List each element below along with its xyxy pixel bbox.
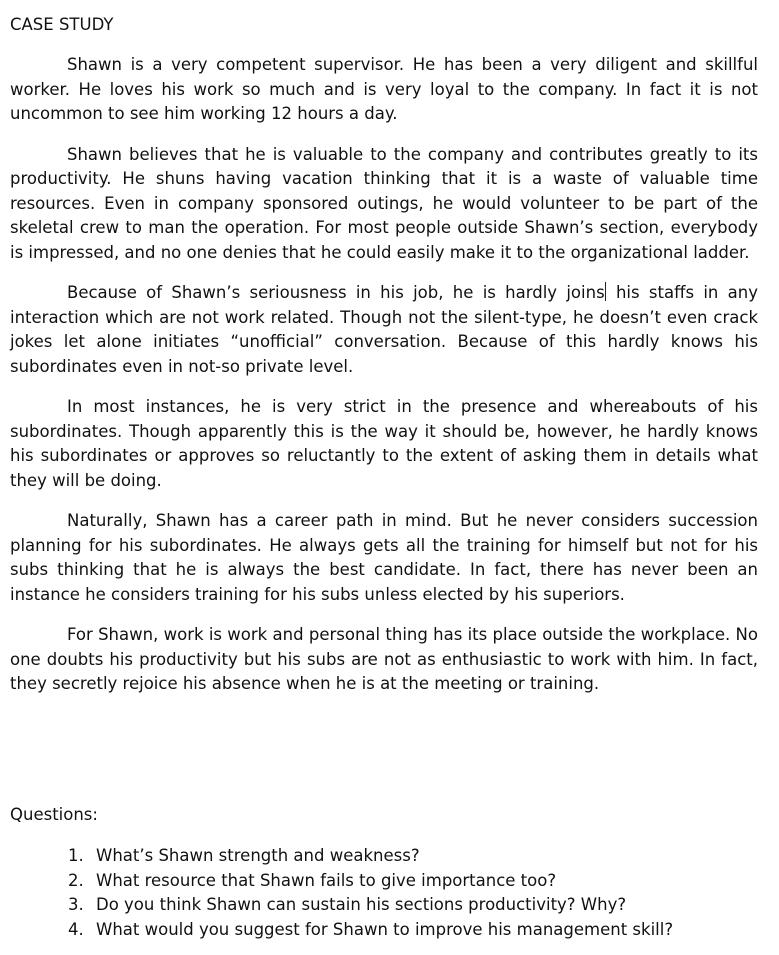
paragraph-3-after-cursor: his staffs in any interaction which are not work related. Though not the silent-type, he doesn’t even crack jokes let alone initiates “unofficial” conversation. Because of this hardly knows his subordinates even in not-so private level. <box>10 283 758 376</box>
question-item <box>68 893 673 918</box>
paragraph-3 <box>10 281 758 379</box>
question-number: 3. <box>68 895 84 915</box>
paragraph-6: For Shawn, work is work and personal thing has its place outside the workplace. No one doubts his productivity but his subs are not as enthusiastic to work with him. In fact, they secretly rejoice his absence when he is at the meeting or training. <box>10 625 758 693</box>
questions-heading: Questions: <box>10 805 98 824</box>
document-body[interactable] <box>10 13 758 697</box>
document-title: CASE STUDY <box>10 15 114 34</box>
question-number: 2. <box>68 870 84 890</box>
paragraph-5: Naturally, Shawn has a career path in mind. But he never considers succession planning for his subordinates. He always gets all the training for himself but not for his subs thinking that he is always the best candidate. In fact, there has never been an instance he considers training for his subs unless elected by his superiors. <box>10 511 758 604</box>
question-item <box>68 869 673 894</box>
paragraph-4: In most instances, he is very strict in the presence and whereabouts of his subordinates. Though apparently this is the way it should be, however, he hardly knows his subordinates or approves so reluctantly to the extent of asking them in details what they will be doing. <box>10 397 758 490</box>
paragraph-3-before-cursor: Because of Shawn’s seriousness in his job, he is hardly joins <box>67 283 605 302</box>
question-text: Do you think Shawn can sustain his sections productivity? Why? <box>96 895 627 915</box>
paragraph-1: Shawn is a very competent supervisor. He has been a very diligent and skillful worker. He loves his work so much and is very loyal to the company. In fact it is not uncommon to see him working 12 hours a day. <box>10 55 758 123</box>
question-text: What’s Shawn strength and weakness? <box>96 846 420 865</box>
question-item <box>68 918 673 943</box>
questions-list <box>68 844 673 942</box>
question-text: What resource that Shawn fails to give importance too? <box>96 870 557 890</box>
text-cursor <box>605 282 606 301</box>
question-item <box>68 844 673 869</box>
question-number: 4. <box>68 919 84 939</box>
question-text: What would you suggest for Shawn to improve his management skill? <box>96 919 674 939</box>
paragraph-2: Shawn believes that he is valuable to the company and contributes greatly to its productivity. He shuns having vacation thinking that it is a waste of valuable time resources. Even in company sponsored outings, he would volunteer to be part of the skeletal crew to man the operation. For most people outside Shawn’s section, everybody is impressed, and no one denies that he could easily make it to the organizational ladder. <box>10 144 758 262</box>
question-number: 1. <box>68 846 84 865</box>
